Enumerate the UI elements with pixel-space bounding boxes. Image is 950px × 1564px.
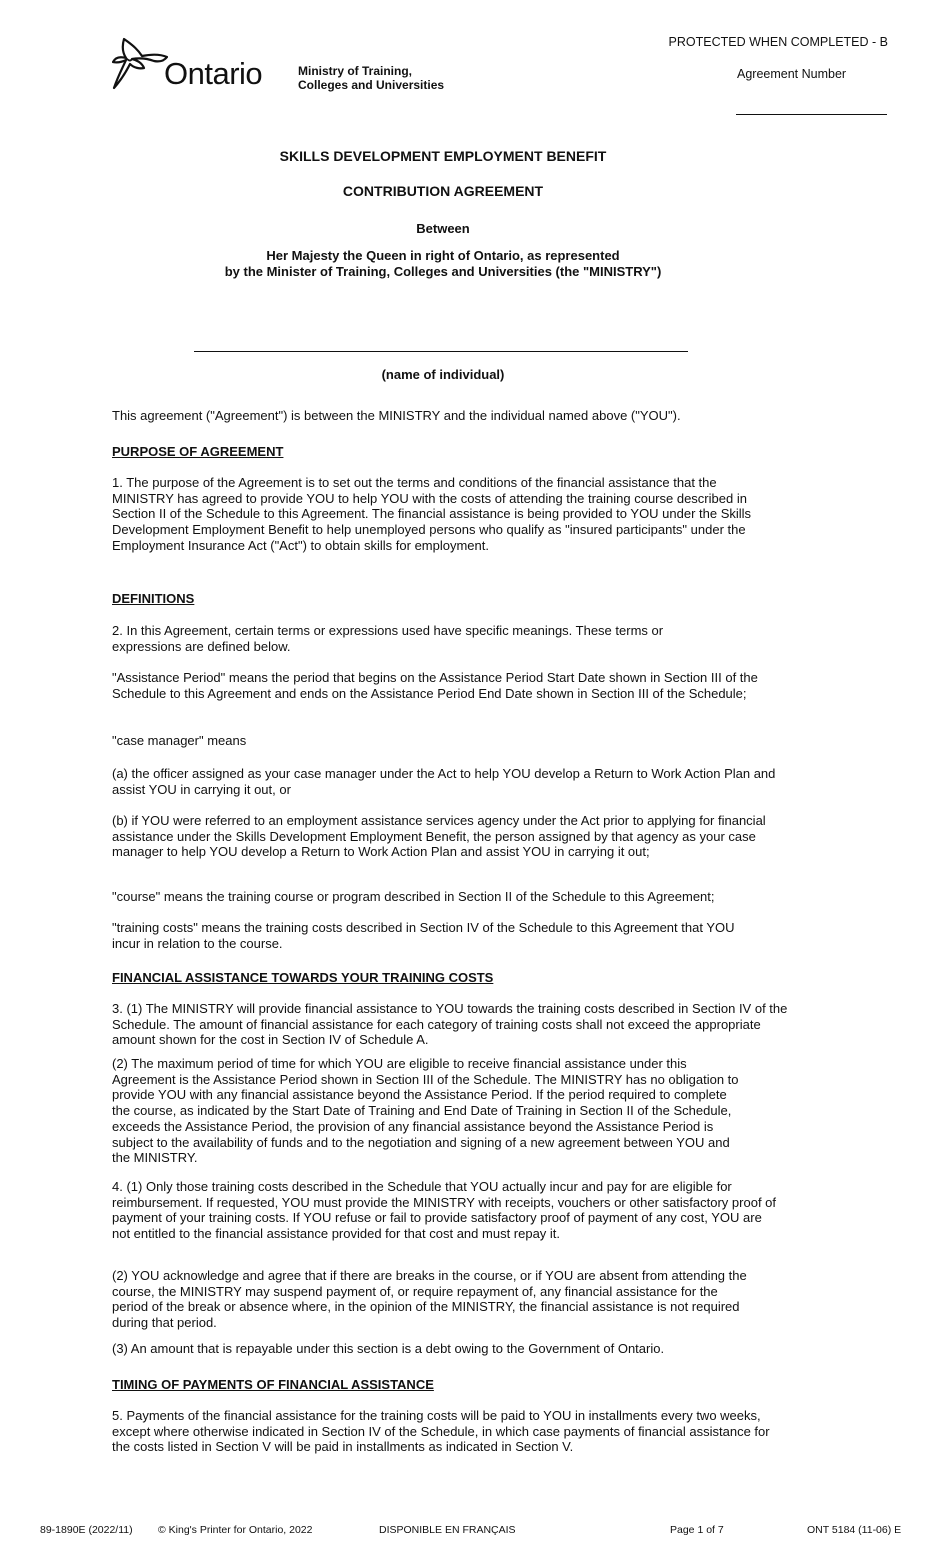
definitions-paragraph-2: 2. In this Agreement, certain terms or expressions used have specific meanings. These terms or expressions are defined below. [112, 623, 664, 654]
protected-label: PROTECTED WHEN COMPLETED - B [668, 35, 888, 49]
definition-case-manager-a: (a) the officer assigned as your case manager under the Act to help YOU develop a Return to Work Action Plan and assist YOU in carrying it out, or [112, 766, 776, 797]
timing-heading: TIMING OF PAYMENTS OF FINANCIAL ASSISTANCE [112, 1377, 434, 1392]
trillium-icon [112, 36, 168, 94]
financial-3-1: 3. (1) The MINISTRY will provide financial assistance to YOU towards the training costs described in Section IV of the Schedule. The amount of financial assistance for each category of training costs shall not exceed the appropriate amount shown for the cost in Section IV of Schedule A. [112, 1001, 788, 1048]
between-label: Between [416, 221, 470, 236]
title-line-2: CONTRIBUTION AGREEMENT [342, 183, 544, 199]
definition-course: "course" means the training course or program described in Section II of the Schedule to this Agreement; [112, 889, 715, 904]
footer-form-code: 89-1890E (2022/11) [40, 1524, 133, 1536]
intro-paragraph: This agreement ("Agreement") is between the MINISTRY and the individual named above ("YOU"). [112, 408, 681, 423]
financial-3-2: (2) The maximum period of time for which YOU are eligible to receive financial assistance under this Agreement is the Assistance Period shown in Section III of the Schedule. The MINISTRY has no obligation to provide YOU with any financial assistance beyond the Assistance Period. If the period required to complete the course, as indicated by the Start Date of Training and End Date of Training in Section II of the Schedule, exceeds the Assistance Period, the provision of any financial assistance beyond the Assistance Period is subject to the availability of funds and to the negotiation and signing of a new agreement between YOU and the MINISTRY. [112, 1056, 739, 1166]
ontario-logo [112, 36, 277, 94]
definition-assistance-period: "Assistance Period" means the period that begins on the Assistance Period Start Date shown in Section III of the Schedule to this Agreement and ends on the Assistance Period End Date shown in Section III of the Schedule; [112, 670, 758, 701]
financial-4-2: (2) YOU acknowledge and agree that if there are breaks in the course, or if YOU are absent from attending the course, the MINISTRY may suspend payment of, or require repayment of, any financial assistance for the period of the break or absence where, in the opinion of the MINISTRY, the financial assistance is not required during that period. [112, 1268, 747, 1331]
financial-4-3: (3) An amount that is repayable under this section is a debt owing to the Government of Ontario. [112, 1341, 665, 1356]
footer-page-number: Page 1 of 7 [670, 1524, 724, 1536]
footer-french: DISPONIBLE EN FRANÇAIS [379, 1524, 516, 1536]
ministry-line-2: Colleges and Universities [298, 78, 445, 92]
individual-name-field[interactable] [194, 351, 688, 352]
name-of-individual-label: (name of individual) [381, 367, 505, 382]
agreement-number-field[interactable] [736, 114, 887, 115]
footer-copyright: © King's Printer for Ontario, 2022 [158, 1524, 313, 1536]
definitions-heading: DEFINITIONS [112, 591, 195, 606]
purpose-heading: PURPOSE OF AGREEMENT [112, 444, 284, 459]
title-line-1: SKILLS DEVELOPMENT EMPLOYMENT BENEFIT [279, 148, 607, 164]
definition-case-manager-b: (b) if YOU were referred to an employment assistance services agency under the Act prior to applying for financial assistance under the Skills Development Employment Benefit, the person assigned by that agency as your case manager to help YOU develop a Return to Work Action Plan and assist YOU in carrying it out; [112, 813, 766, 860]
footer-ont-code: ONT 5184 (11-06) E [807, 1524, 902, 1536]
purpose-paragraph: 1. The purpose of the Agreement is to set out the terms and conditions of the financial assistance that the MINISTRY has agreed to provide YOU to help YOU with the costs of attending the training course described in Section II of the Schedule to this Agreement. The financial assistance is being provided to YOU under the Skills Development Employment Benefit to help unemployed persons who qualify as "insured participants" under the Employment Insurance Act ("Act") to obtain skills for employment. [112, 475, 752, 553]
logo-wordmark: Ontario [164, 56, 263, 91]
definition-case-manager: "case manager" means [112, 733, 247, 748]
definition-training-costs: "training costs" means the training costs described in Section IV of the Schedule to this Agreement that YOU incur in relation to the course. [112, 920, 735, 951]
financial-4-1: 4. (1) Only those training costs described in the Schedule that YOU actually incur and pay for are eligible for reimbursement. If requested, YOU must provide the MINISTRY with receipts, vouchers or other satisfactory proof of payment of your training costs. If YOU refuse or fail to provide satisfactory proof of payment of any cost, YOU are not entitled to the financial assistance provided for that cost and must repay it. [112, 1179, 777, 1242]
party-line-1: Her Majesty the Queen in right of Ontario, as represented [266, 248, 620, 263]
agreement-number-label: Agreement Number [737, 67, 847, 81]
timing-paragraph-5: 5. Payments of the financial assistance for the training costs will be paid to YOU in installments every two weeks, except where otherwise indicated in Section IV of the Schedule, in which case payments of financial assistance for the costs listed in Section V will be paid in installments as indicated in Section V. [112, 1408, 770, 1455]
ministry-line-1: Ministry of Training, [298, 64, 413, 78]
party-line-2: by the Minister of Training, Colleges and Universities (the "MINISTRY") [224, 264, 662, 279]
financial-heading: FINANCIAL ASSISTANCE TOWARDS YOUR TRAINING COSTS [112, 970, 494, 985]
ministry-name [298, 64, 444, 92]
